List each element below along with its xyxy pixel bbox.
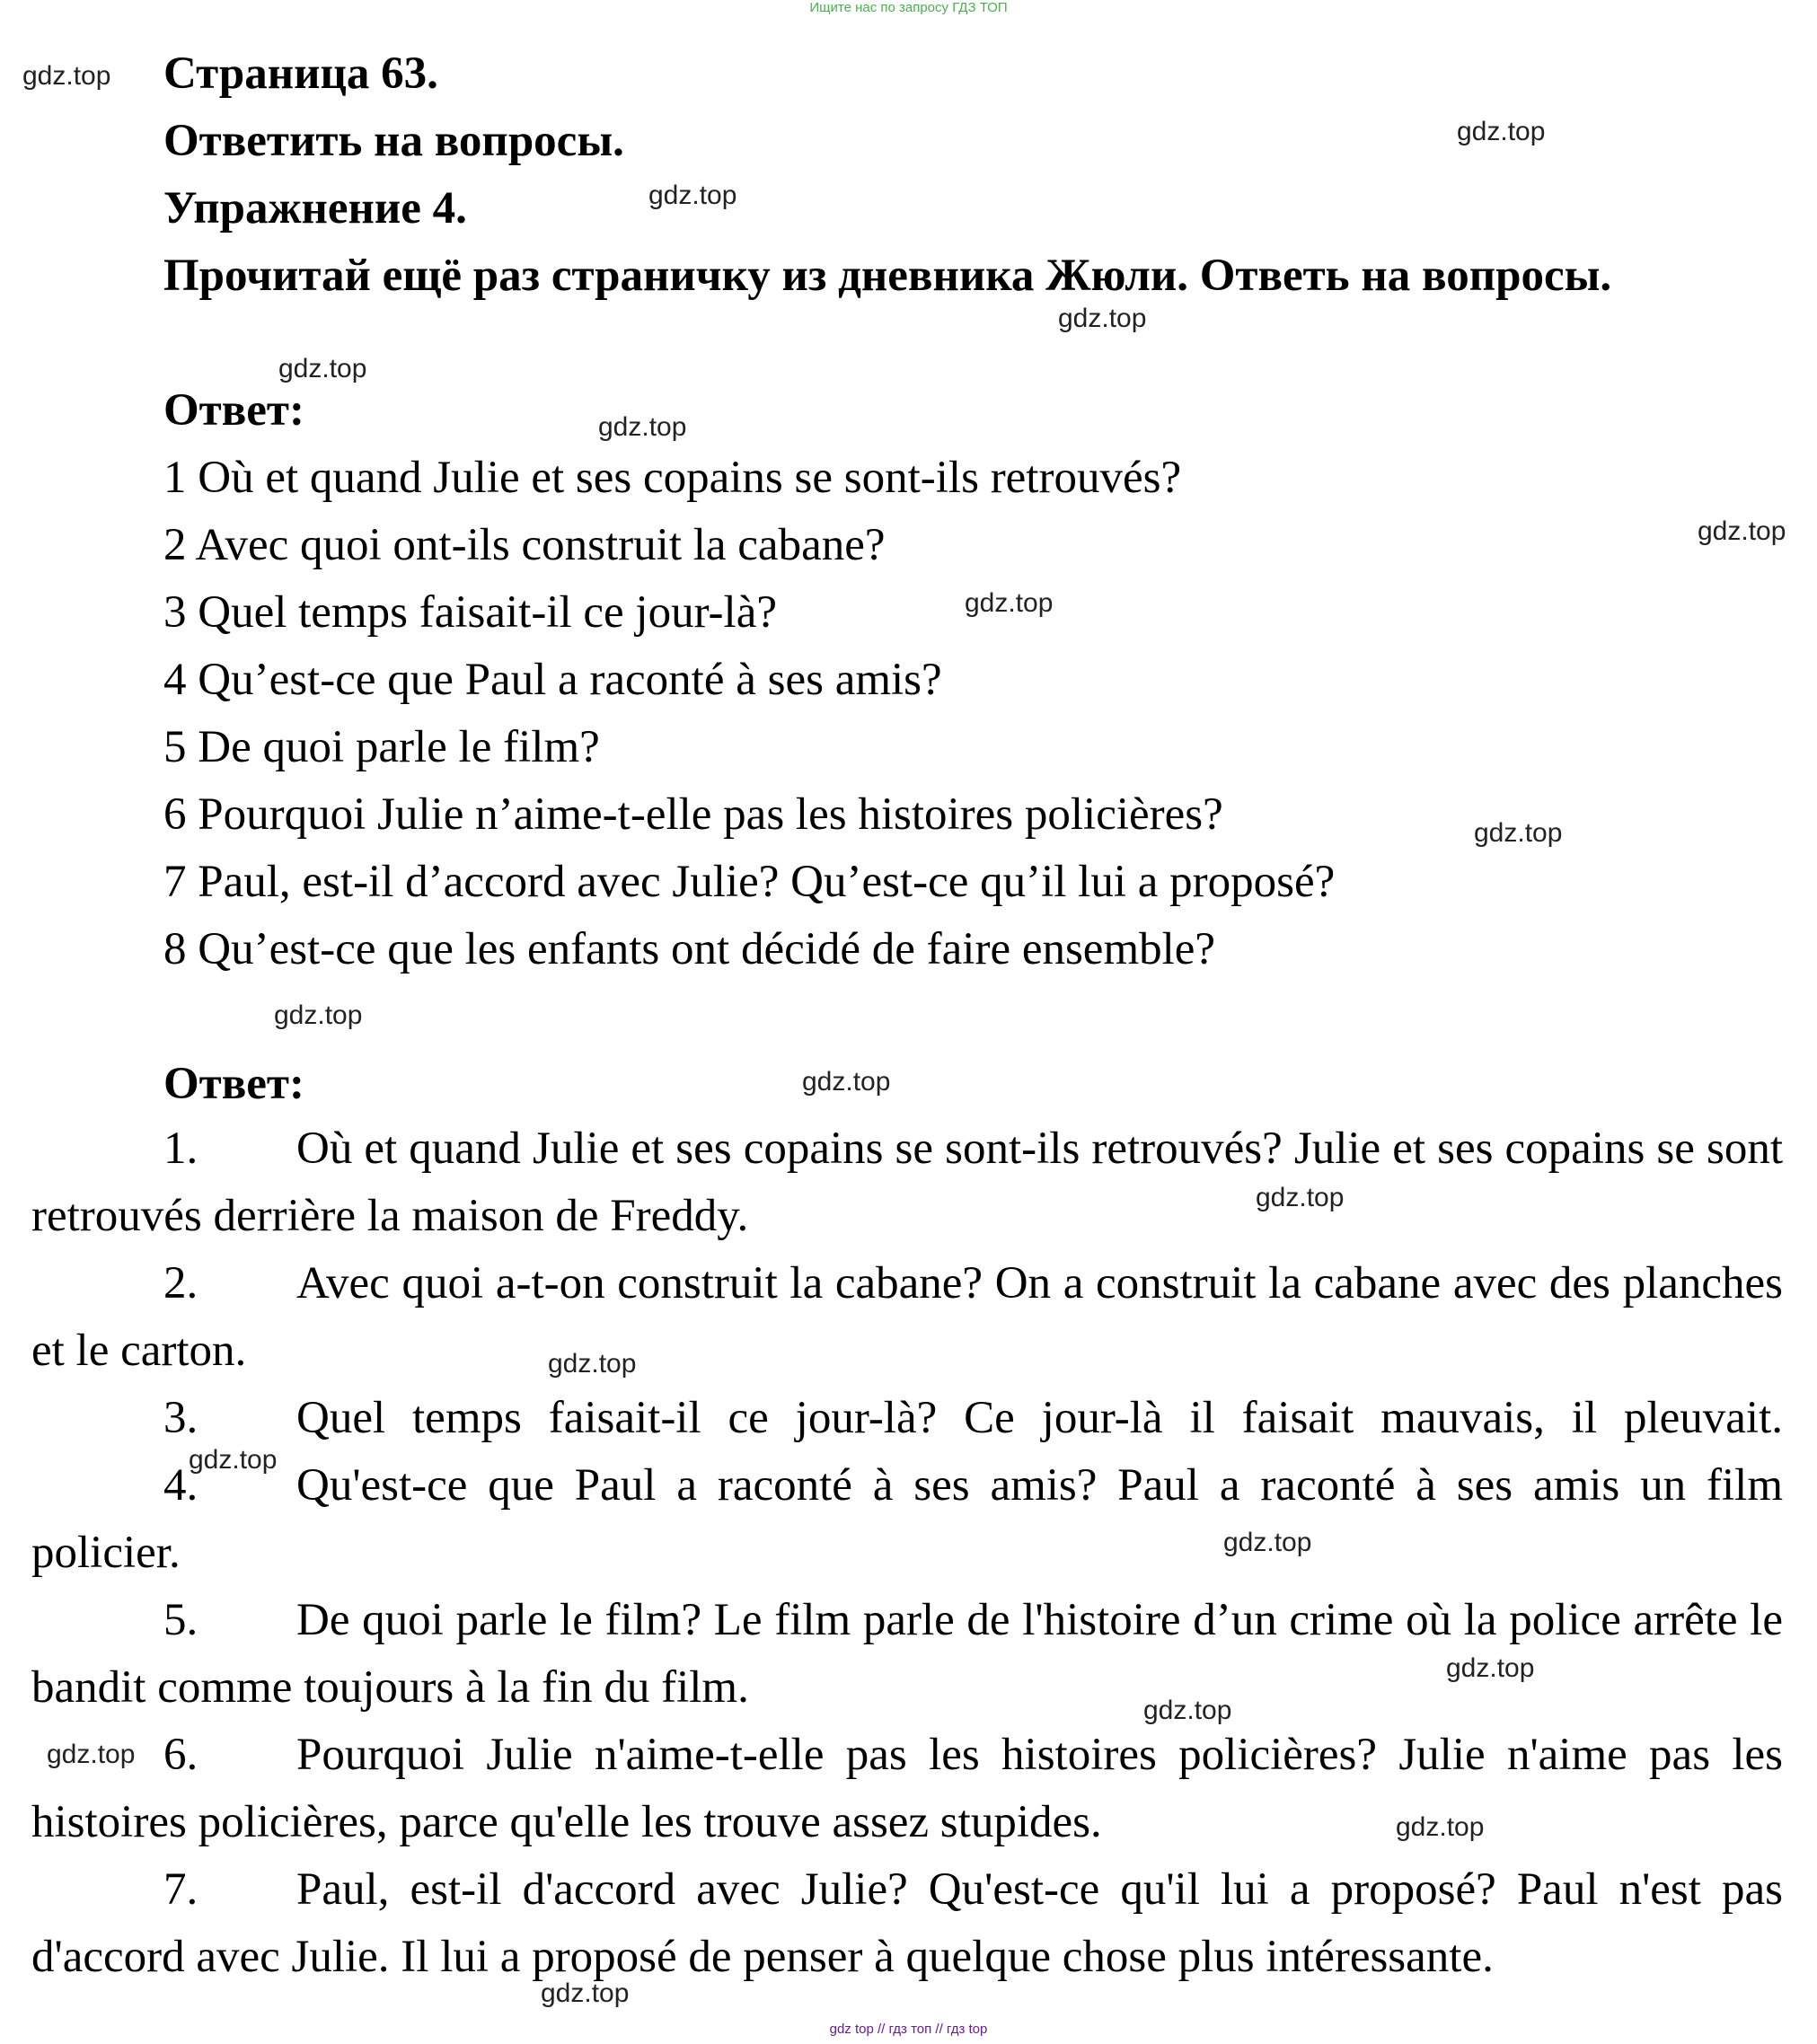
answer-text: Où et quand Julie et ses copains se sont-ils retrouvés? Julie et ses copains se sont retrouvés derrière la maison de Freddy. [31,1123,1783,1241]
answer-number: 7. [163,1864,198,1915]
watermark: gdz.top [598,412,687,442]
watermark: gdz.top [965,588,1054,618]
watermark: gdz.top [541,1978,630,2008]
question-3: 3 Quel temps faisait-il ce jour-là? [163,587,777,638]
answers-label: Ответ: [163,1059,304,1109]
answer-label: Ответ: [163,385,304,436]
answer-number: 2. [163,1258,198,1308]
watermark: gdz.top [22,61,111,91]
answer-number: 3. [163,1393,198,1443]
watermark: gdz.top [1457,117,1546,146]
watermark: gdz.top [648,181,737,210]
watermark: gdz.top [1058,304,1147,333]
watermark: gdz.top [1698,516,1786,546]
answer-text: Qu'est-ce que Paul a raconté à ses amis? Paul a raconté à ses amis un film policier. [31,1460,1783,1578]
page-title: Страница 63. [163,48,438,99]
answer-number: 4. [163,1460,198,1511]
watermark: gdz.top [47,1740,136,1769]
watermark: gdz.top [1446,1653,1535,1683]
answer-text: Quel temps faisait-il ce jour-là? Ce jour-là il faisait mauvais, il pleuvait. [296,1393,1783,1443]
question-6: 6 Pourquoi Julie n’aime-t-elle pas les histoires policières? [163,789,1223,840]
watermark: gdz.top [1223,1528,1312,1557]
answer-7 [31,1856,1783,1991]
watermark: gdz.top [1474,818,1563,848]
answer-text: Paul, est-il d'accord avec Julie? Qu'est-ce qu'il lui a proposé? Paul n'est pas d'accord avec Julie. Il lui a proposé de penser à quelque chose plus intéressante. [31,1864,1783,1982]
watermark: gdz.top [1256,1183,1345,1212]
answer-text: De quoi parle le film? Le film parle de l'histoire d’un crime où la police arrête le bandit comme toujours à la fin du film. [31,1595,1783,1713]
answer-6 [31,1722,1783,1856]
watermark: gdz.top [278,354,367,383]
watermark: gdz.top [548,1349,637,1379]
question-2: 2 Avec quoi ont-ils construit la cabane? [163,520,886,570]
question-5: 5 De quoi parle le film? [163,722,600,772]
bottom-banner[interactable]: gdz top // гдз топ // гдз top [829,2022,988,2037]
watermark: gdz.top [189,1445,278,1475]
answer-number: 5. [163,1595,198,1645]
subtitle: Ответить на вопросы. [163,116,624,166]
watermark: gdz.top [274,1000,363,1030]
answer-text: Avec quoi a-t-on construit la cabane? On a construit la cabane avec des planches et le carton. [31,1258,1783,1376]
watermark: gdz.top [1396,1812,1485,1842]
answer-1 [31,1115,1783,1250]
question-8: 8 Qu’est-ce que les enfants ont décidé de faire ensemble? [163,924,1216,974]
instruction: Прочитай ещё раз страничку из дневника Жюли. Ответь на вопросы. [163,251,1612,301]
answer-2 [31,1250,1783,1385]
top-banner[interactable]: Ищите нас по запросу ГДЗ ТОП [809,0,1008,15]
answer-4 [31,1452,1783,1587]
answer-number: 1. [163,1123,198,1174]
answer-number: 6. [163,1730,198,1780]
question-1: 1 Où et quand Julie et ses copains se sont-ils retrouvés? [163,453,1182,503]
exercise-heading: Упражнение 4. [163,183,467,233]
watermark: gdz.top [1143,1696,1232,1725]
watermark: gdz.top [802,1067,891,1097]
question-7: 7 Paul, est-il d’accord avec Julie? Qu’est-ce qu’il lui a proposé? [163,857,1336,907]
answer-3 [31,1385,1783,1452]
question-4: 4 Qu’est-ce que Paul a raconté à ses amis? [163,655,942,705]
answer-text: Pourquoi Julie n'aime-t-elle pas les histoires policières? Julie n'aime pas les histoires policières, parce qu'elle les trouve assez stupides. [31,1730,1783,1847]
